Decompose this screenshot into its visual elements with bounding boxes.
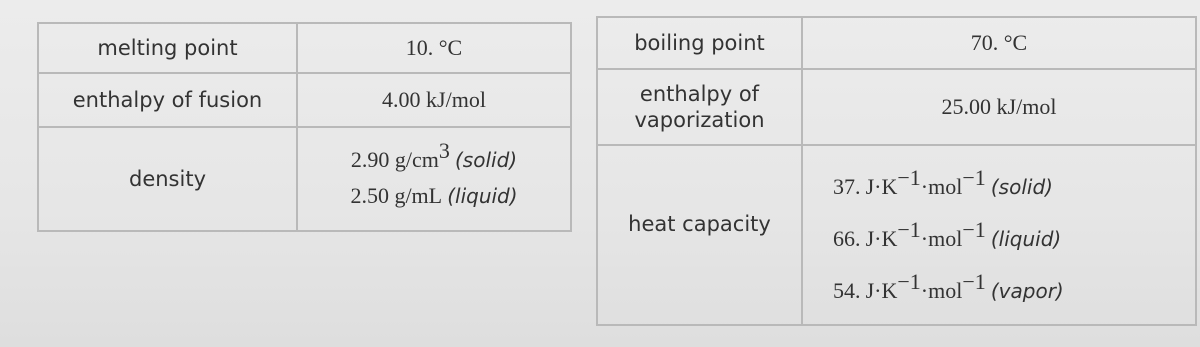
melting-point-value: 10. °C [297,23,571,73]
density-solid: 2.90 $g/cm^3$ (solid) [350,138,518,172]
heat-capacity-label: heat capacity [597,145,802,325]
boiling-point-label: boiling point [597,17,802,69]
density-label: density [38,127,297,231]
density-value [297,127,571,231]
boiling-point-value: 70. °C [802,17,1196,69]
enthalpy-vaporization-row [597,69,1196,145]
left-properties-table [37,22,572,232]
density-liquid: 2.50 g/mL (liquid) [350,183,518,208]
enthalpy-fusion-label: enthalpy of fusion [38,73,297,127]
enthalpy-fusion-value: 4.00 kJ/mol [297,73,571,127]
melting-point-label: melting point [38,23,297,73]
melting-point-row [38,23,571,73]
enthalpy-vaporization-label: enthalpy of vaporization [597,69,802,145]
heat-capacity-row [597,145,1196,325]
heat-capacity-liquid: 66. $J\cdot K^{-1}\cdot mol^{-1}$ (liquid) [833,217,1062,251]
heat-capacity-vapor: 54. $J\cdot K^{-1}\cdot mol^{-1}$ (vapor) [833,269,1064,303]
right-properties-table [596,16,1197,326]
heat-capacity-solid: 37. $J\cdot K^{-1}\cdot mol^{-1}$ (solid) [833,165,1053,199]
boiling-point-row [597,17,1196,69]
density-row [38,127,571,231]
enthalpy-vaporization-value: 25.00 kJ/mol [802,69,1196,145]
heat-capacity-values [802,145,1196,325]
enthalpy-fusion-row [38,73,571,127]
